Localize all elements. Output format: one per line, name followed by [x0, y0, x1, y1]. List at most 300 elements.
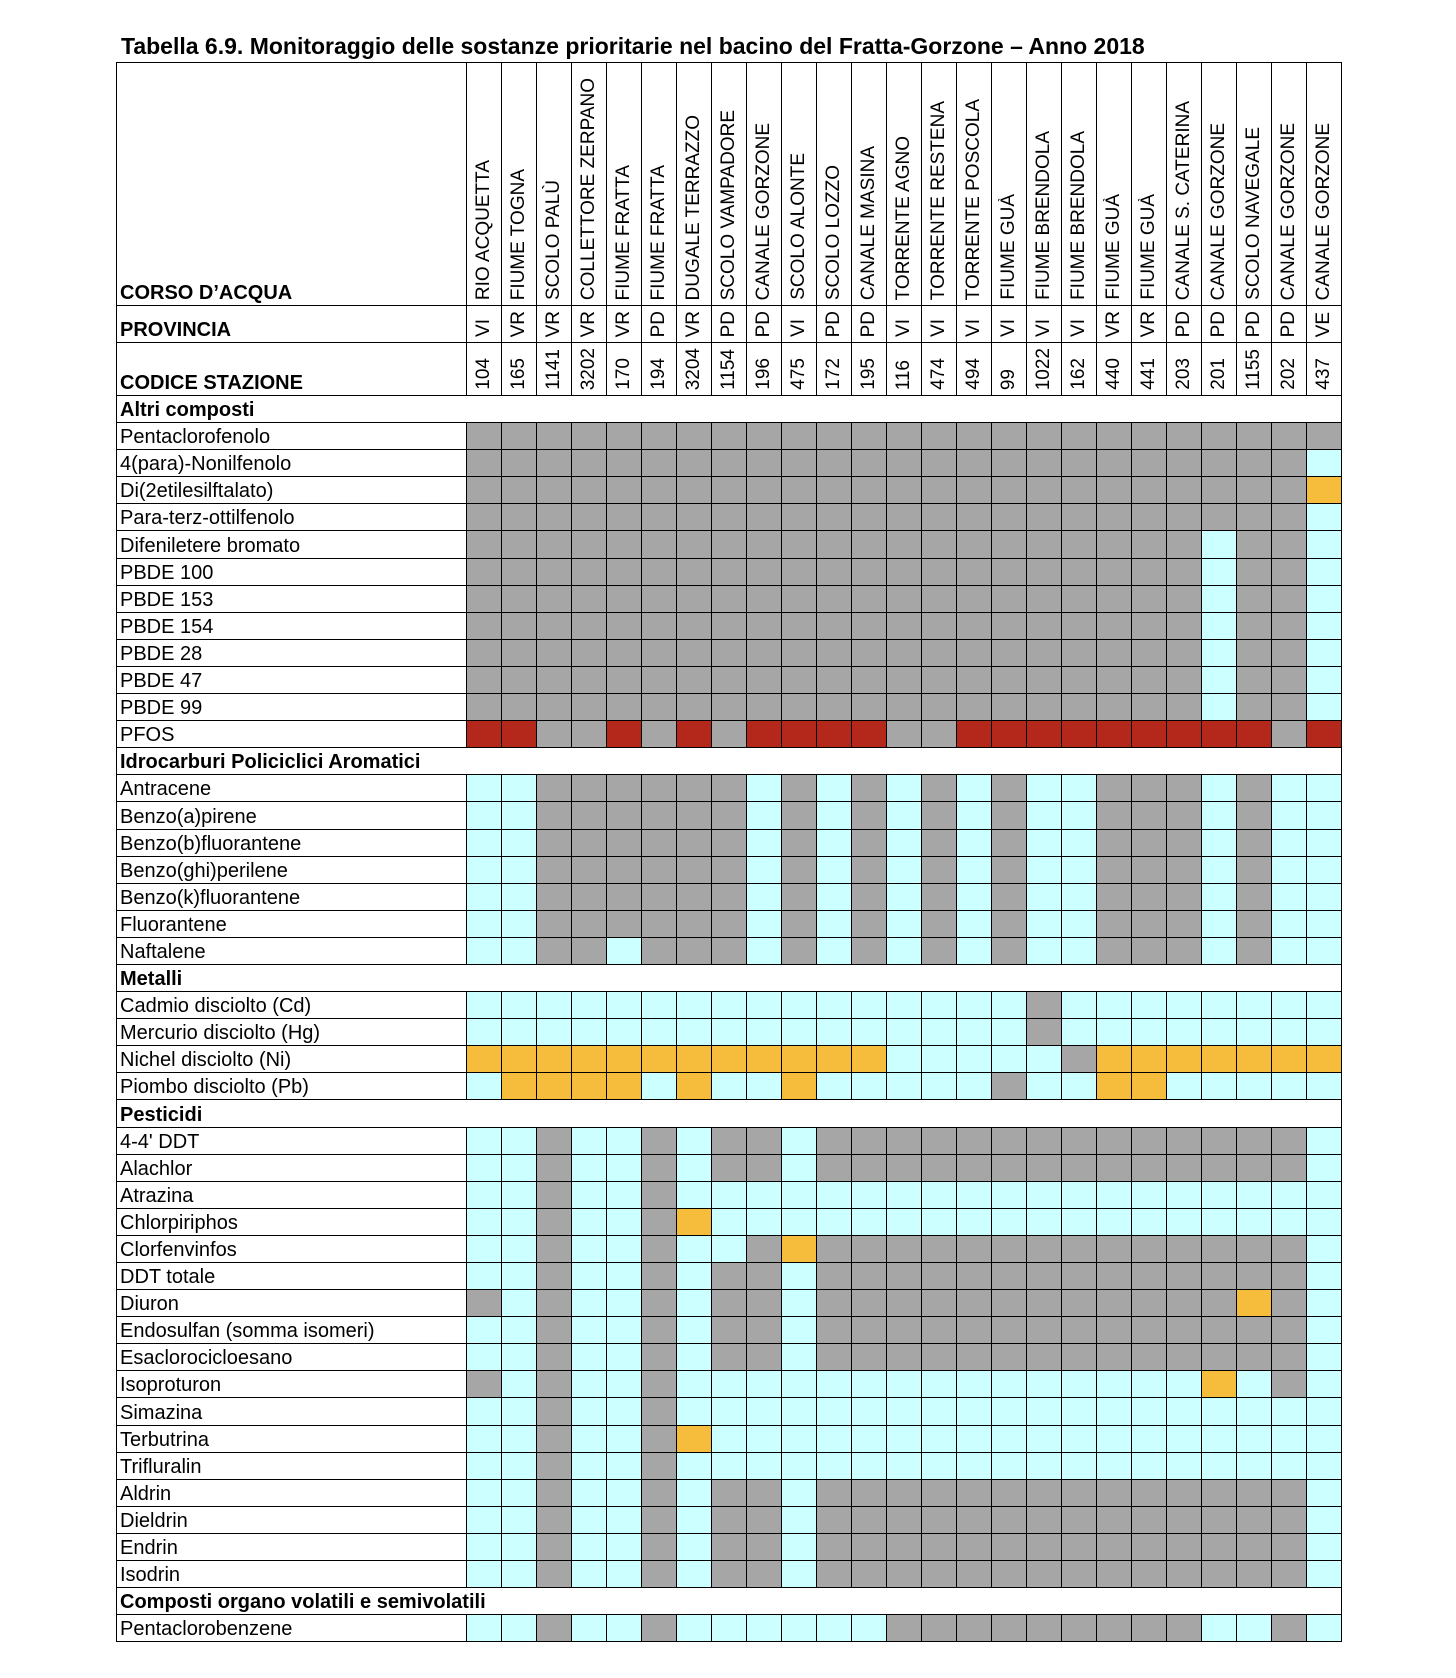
status-cell: [1307, 423, 1342, 450]
status-cell: [1272, 1290, 1307, 1317]
status-cell: [607, 1425, 642, 1452]
status-cell: [712, 694, 747, 721]
status-cell: [1202, 1533, 1237, 1560]
status-cell: [467, 1452, 502, 1479]
status-cell: [887, 937, 922, 964]
station-prov: VR: [613, 310, 634, 337]
status-cell: [887, 910, 922, 937]
station-prov-cell: [677, 306, 712, 343]
status-cell: [992, 721, 1027, 748]
status-cell: [922, 856, 957, 883]
status-cell: [677, 531, 712, 558]
status-cell: [852, 694, 887, 721]
status-cell: [642, 558, 677, 585]
status-cell: [992, 1208, 1027, 1235]
status-cell: [537, 639, 572, 666]
status-cell: [782, 937, 817, 964]
status-cell: [1307, 1506, 1342, 1533]
status-cell: [1167, 883, 1202, 910]
status-cell: [1202, 1046, 1237, 1073]
status-cell: [1167, 1344, 1202, 1371]
status-cell: [502, 1073, 537, 1100]
status-cell: [1167, 450, 1202, 477]
status-cell: [1307, 1371, 1342, 1398]
status-cell: [502, 1561, 537, 1588]
status-cell: [782, 802, 817, 829]
station-prov: VI: [893, 319, 914, 337]
status-cell: [1027, 1046, 1062, 1073]
status-cell: [992, 1290, 1027, 1317]
status-cell: [922, 612, 957, 639]
status-cell: [1027, 1398, 1062, 1425]
status-cell: [1062, 1344, 1097, 1371]
status-cell: [607, 992, 642, 1019]
substance-name: Esaclorocicloesano: [117, 1344, 467, 1371]
status-cell: [782, 694, 817, 721]
status-cell: [1132, 1615, 1167, 1642]
status-cell: [1097, 721, 1132, 748]
station-code: 440: [1103, 358, 1124, 390]
status-cell: [502, 1263, 537, 1290]
status-cell: [957, 1425, 992, 1452]
status-cell: [747, 423, 782, 450]
status-cell: [1062, 1479, 1097, 1506]
status-cell: [537, 1073, 572, 1100]
status-cell: [1272, 1208, 1307, 1235]
status-cell: [887, 1208, 922, 1235]
table-row: [117, 585, 1342, 612]
table-row: [117, 612, 1342, 639]
status-cell: [782, 1452, 817, 1479]
status-cell: [1307, 558, 1342, 585]
status-cell: [537, 1235, 572, 1262]
status-cell: [1132, 504, 1167, 531]
status-cell: [572, 721, 607, 748]
status-cell: [852, 775, 887, 802]
status-cell: [1237, 1073, 1272, 1100]
status-cell: [677, 1208, 712, 1235]
status-cell: [992, 477, 1027, 504]
substance-name: PFOS: [117, 721, 467, 748]
station-name-cell: [677, 63, 712, 306]
status-cell: [957, 721, 992, 748]
station-code: 172: [823, 358, 844, 390]
status-cell: [957, 1371, 992, 1398]
status-cell: [1027, 1290, 1062, 1317]
status-cell: [607, 1046, 642, 1073]
station-code: 1022: [1033, 347, 1054, 390]
status-cell: [1307, 1046, 1342, 1073]
status-cell: [467, 992, 502, 1019]
station-name-cell: [607, 63, 642, 306]
status-cell: [782, 775, 817, 802]
status-cell: [1097, 1479, 1132, 1506]
status-cell: [992, 423, 1027, 450]
status-cell: [852, 721, 887, 748]
status-cell: [922, 558, 957, 585]
status-cell: [852, 1479, 887, 1506]
status-cell: [537, 666, 572, 693]
status-cell: [467, 1533, 502, 1560]
status-cell: [887, 1046, 922, 1073]
status-cell: [817, 694, 852, 721]
status-cell: [817, 450, 852, 477]
status-cell: [712, 639, 747, 666]
status-cell: [502, 1344, 537, 1371]
status-cell: [1027, 1506, 1062, 1533]
status-cell: [712, 423, 747, 450]
substance-name: Diuron: [117, 1290, 467, 1317]
status-cell: [852, 1425, 887, 1452]
status-cell: [747, 856, 782, 883]
status-cell: [1307, 1235, 1342, 1262]
station-code: 116: [893, 359, 914, 390]
substance-name: Difeniletere bromato: [117, 531, 467, 558]
status-cell: [1272, 1127, 1307, 1154]
status-cell: [537, 531, 572, 558]
table-row: [117, 694, 1342, 721]
status-cell: [642, 802, 677, 829]
status-cell: [747, 1290, 782, 1317]
status-cell: [957, 1533, 992, 1560]
status-cell: [1202, 1425, 1237, 1452]
header-row-provincia: [117, 306, 1342, 343]
status-cell: [922, 721, 957, 748]
status-cell: [1167, 531, 1202, 558]
status-cell: [712, 1235, 747, 1262]
status-cell: [1027, 829, 1062, 856]
status-cell: [957, 1046, 992, 1073]
station-name: TORRENTE RESTENA: [928, 100, 949, 300]
status-cell: [782, 1127, 817, 1154]
status-cell: [467, 1019, 502, 1046]
status-cell: [642, 856, 677, 883]
status-cell: [502, 802, 537, 829]
status-cell: [467, 802, 502, 829]
status-cell: [537, 721, 572, 748]
status-cell: [817, 721, 852, 748]
status-cell: [1132, 775, 1167, 802]
status-cell: [1202, 666, 1237, 693]
status-cell: [1202, 585, 1237, 612]
status-cell: [852, 910, 887, 937]
substance-name: Alachlor: [117, 1154, 467, 1181]
status-cell: [677, 423, 712, 450]
status-cell: [922, 1208, 957, 1235]
status-cell: [817, 1506, 852, 1533]
status-cell: [1132, 531, 1167, 558]
status-cell: [957, 612, 992, 639]
substance-name: PBDE 28: [117, 639, 467, 666]
station-name-cell: [572, 63, 607, 306]
status-cell: [467, 1154, 502, 1181]
status-cell: [782, 1046, 817, 1073]
station-code: 437: [1313, 358, 1334, 390]
status-cell: [817, 1371, 852, 1398]
status-cell: [1167, 1181, 1202, 1208]
status-cell: [467, 423, 502, 450]
status-cell: [957, 694, 992, 721]
status-cell: [782, 1290, 817, 1317]
status-cell: [502, 531, 537, 558]
table-row: [117, 1317, 1342, 1344]
status-cell: [537, 1019, 572, 1046]
station-code-cell: [537, 343, 572, 396]
status-cell: [1132, 694, 1167, 721]
status-cell: [852, 1561, 887, 1588]
status-cell: [572, 1073, 607, 1100]
status-cell: [467, 558, 502, 585]
status-cell: [1237, 721, 1272, 748]
station-code-cell: [607, 343, 642, 396]
status-cell: [992, 992, 1027, 1019]
station-code-cell: [712, 343, 747, 396]
status-cell: [852, 1371, 887, 1398]
status-cell: [1027, 1181, 1062, 1208]
status-cell: [992, 829, 1027, 856]
status-cell: [887, 1235, 922, 1262]
status-cell: [502, 585, 537, 612]
status-cell: [852, 504, 887, 531]
status-cell: [607, 450, 642, 477]
status-cell: [537, 775, 572, 802]
status-cell: [1062, 1263, 1097, 1290]
status-cell: [1062, 1181, 1097, 1208]
status-cell: [607, 666, 642, 693]
substance-name: PBDE 99: [117, 694, 467, 721]
status-cell: [572, 423, 607, 450]
status-cell: [852, 585, 887, 612]
status-cell: [922, 1073, 957, 1100]
status-cell: [1027, 1371, 1062, 1398]
status-cell: [712, 1263, 747, 1290]
status-cell: [537, 1344, 572, 1371]
status-cell: [502, 694, 537, 721]
status-cell: [992, 1317, 1027, 1344]
station-name-cell: [782, 63, 817, 306]
status-cell: [922, 531, 957, 558]
status-cell: [1237, 883, 1272, 910]
status-cell: [887, 721, 922, 748]
station-name-cell: [642, 63, 677, 306]
status-cell: [782, 531, 817, 558]
substance-name: Terbutrina: [117, 1425, 467, 1452]
table-row: [117, 1235, 1342, 1262]
status-cell: [502, 639, 537, 666]
status-cell: [817, 1019, 852, 1046]
status-cell: [677, 666, 712, 693]
status-cell: [1097, 639, 1132, 666]
table-row: [117, 1479, 1342, 1506]
status-cell: [537, 1425, 572, 1452]
table-row: [117, 1263, 1342, 1290]
status-cell: [1097, 1073, 1132, 1100]
status-cell: [1307, 639, 1342, 666]
status-cell: [1027, 531, 1062, 558]
status-cell: [502, 775, 537, 802]
status-cell: [887, 1479, 922, 1506]
station-prov-cell: [1097, 306, 1132, 343]
status-cell: [957, 1344, 992, 1371]
status-cell: [852, 1073, 887, 1100]
status-cell: [1097, 1019, 1132, 1046]
status-cell: [537, 694, 572, 721]
status-cell: [572, 1615, 607, 1642]
status-cell: [1237, 1425, 1272, 1452]
status-cell: [1167, 1073, 1202, 1100]
status-cell: [502, 856, 537, 883]
status-cell: [712, 1208, 747, 1235]
status-cell: [1027, 1019, 1062, 1046]
status-cell: [607, 829, 642, 856]
status-cell: [1307, 1533, 1342, 1560]
status-cell: [572, 1452, 607, 1479]
status-cell: [1272, 1181, 1307, 1208]
substance-name: Pentaclorofenolo: [117, 423, 467, 450]
status-cell: [502, 1317, 537, 1344]
status-cell: [642, 1127, 677, 1154]
status-cell: [467, 1073, 502, 1100]
status-cell: [887, 1371, 922, 1398]
status-cell: [817, 1046, 852, 1073]
status-cell: [1097, 910, 1132, 937]
substance-name: 4(para)-Nonilfenolo: [117, 450, 467, 477]
status-cell: [1167, 1506, 1202, 1533]
status-cell: [1097, 1235, 1132, 1262]
status-cell: [1062, 639, 1097, 666]
status-cell: [1062, 477, 1097, 504]
status-cell: [712, 585, 747, 612]
status-cell: [887, 666, 922, 693]
status-cell: [957, 1127, 992, 1154]
station-name: RIO ACQUETTA: [473, 159, 494, 300]
status-cell: [502, 1127, 537, 1154]
station-prov: VR: [1138, 310, 1159, 337]
table-row: [117, 1073, 1342, 1100]
status-cell: [782, 1019, 817, 1046]
status-cell: [1062, 612, 1097, 639]
status-cell: [957, 1479, 992, 1506]
status-cell: [502, 1371, 537, 1398]
status-cell: [467, 504, 502, 531]
status-cell: [1202, 721, 1237, 748]
status-cell: [1272, 639, 1307, 666]
table-row: [117, 1154, 1342, 1181]
status-cell: [887, 1019, 922, 1046]
station-code-cell: [957, 343, 992, 396]
status-cell: [502, 1154, 537, 1181]
station-code: 196: [753, 358, 774, 390]
station-prov: VI: [963, 319, 984, 337]
table-row: [117, 937, 1342, 964]
status-cell: [642, 721, 677, 748]
status-cell: [1202, 1208, 1237, 1235]
status-cell: [1167, 558, 1202, 585]
status-cell: [642, 450, 677, 477]
status-cell: [782, 477, 817, 504]
status-cell: [607, 639, 642, 666]
status-cell: [1307, 883, 1342, 910]
header-row-codice: [117, 343, 1342, 396]
status-cell: [1307, 1154, 1342, 1181]
status-cell: [887, 504, 922, 531]
status-cell: [887, 775, 922, 802]
status-cell: [467, 612, 502, 639]
status-cell: [1097, 477, 1132, 504]
status-cell: [712, 802, 747, 829]
status-cell: [922, 1235, 957, 1262]
status-cell: [922, 829, 957, 856]
status-cell: [537, 1506, 572, 1533]
status-cell: [572, 694, 607, 721]
status-cell: [852, 1506, 887, 1533]
table-row: [117, 1398, 1342, 1425]
status-cell: [572, 1371, 607, 1398]
header-label-codice: CODICE STAZIONE: [117, 343, 467, 396]
status-cell: [572, 1154, 607, 1181]
status-cell: [1132, 1154, 1167, 1181]
substance-name: PBDE 100: [117, 558, 467, 585]
status-cell: [887, 1181, 922, 1208]
substance-name: Benzo(k)fluorantene: [117, 883, 467, 910]
status-cell: [502, 829, 537, 856]
status-cell: [1307, 1344, 1342, 1371]
status-cell: [1202, 856, 1237, 883]
status-cell: [1132, 1506, 1167, 1533]
status-cell: [502, 1398, 537, 1425]
status-cell: [887, 423, 922, 450]
status-cell: [992, 1344, 1027, 1371]
status-cell: [782, 883, 817, 910]
status-cell: [782, 1235, 817, 1262]
status-cell: [1237, 992, 1272, 1019]
status-cell: [502, 1506, 537, 1533]
status-cell: [467, 937, 502, 964]
status-cell: [607, 1235, 642, 1262]
status-cell: [1027, 910, 1062, 937]
status-cell: [467, 1208, 502, 1235]
status-cell: [992, 612, 1027, 639]
status-cell: [957, 585, 992, 612]
status-cell: [747, 1046, 782, 1073]
station-prov-cell: [922, 306, 957, 343]
station-code-cell: [1202, 343, 1237, 396]
status-cell: [1237, 1506, 1272, 1533]
status-cell: [957, 937, 992, 964]
substance-name: Para-terz-ottilfenolo: [117, 504, 467, 531]
status-cell: [817, 1533, 852, 1560]
status-cell: [677, 585, 712, 612]
status-cell: [1237, 1317, 1272, 1344]
status-cell: [922, 504, 957, 531]
status-cell: [572, 531, 607, 558]
status-cell: [1202, 423, 1237, 450]
status-cell: [712, 1073, 747, 1100]
status-cell: [922, 1154, 957, 1181]
header-label-provincia: PROVINCIA: [117, 306, 467, 343]
status-cell: [1167, 1425, 1202, 1452]
status-cell: [1237, 558, 1272, 585]
status-cell: [502, 666, 537, 693]
station-name-cell: [1097, 63, 1132, 306]
table-row: [117, 531, 1342, 558]
status-cell: [1307, 477, 1342, 504]
substance-name: Benzo(ghi)perilene: [117, 856, 467, 883]
status-cell: [1272, 666, 1307, 693]
station-name: CANALE S. CATERINA: [1173, 100, 1194, 300]
status-cell: [747, 558, 782, 585]
status-cell: [782, 666, 817, 693]
